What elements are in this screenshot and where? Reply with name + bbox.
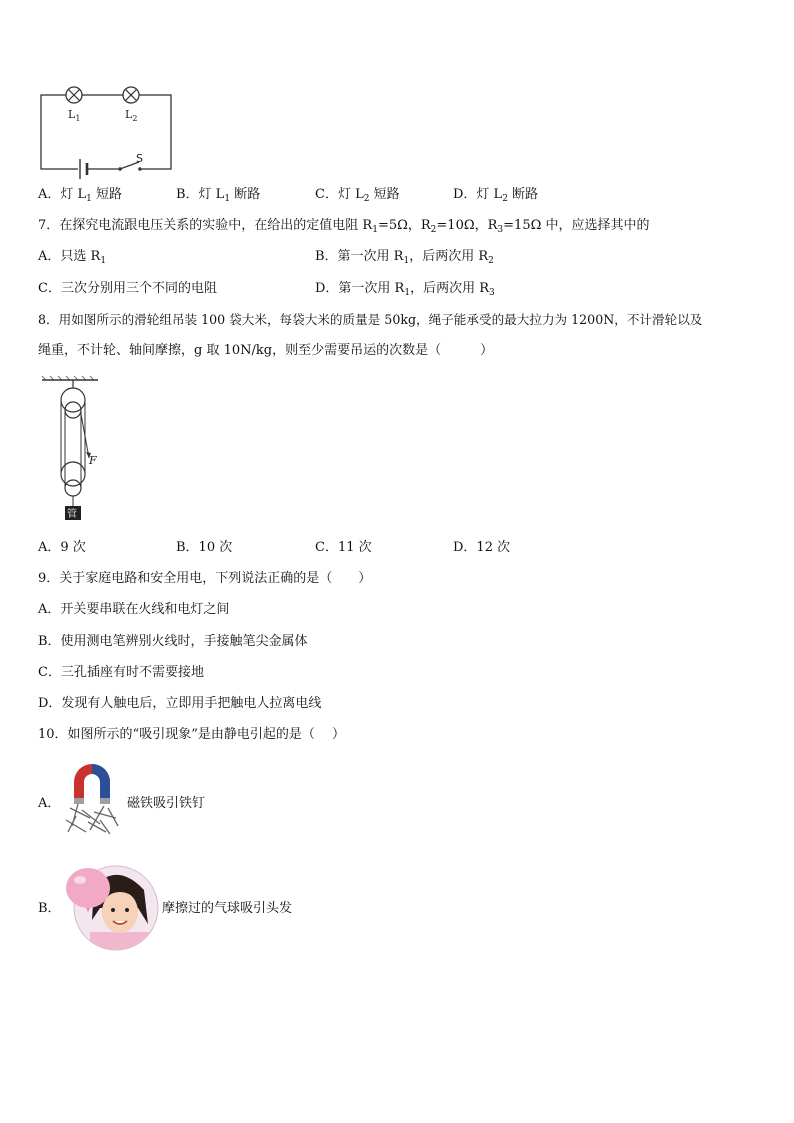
- q9-option-a[interactable]: A．开关要串联在火线和电灯之间: [38, 602, 230, 617]
- q8-option-b[interactable]: B．10 次: [176, 540, 233, 555]
- q8-option-c[interactable]: C．11 次: [315, 540, 372, 555]
- pulley-system-diagram: [40, 374, 100, 526]
- horseshoe-magnet-icon: [74, 764, 110, 804]
- q10-option-b-caption: 摩擦过的气球吸引头发: [162, 901, 293, 916]
- q8-option-d[interactable]: D．12 次: [453, 540, 511, 555]
- q6-option-d[interactable]: D．灯 $L_2$ 断路: [453, 187, 539, 204]
- q8-option-a[interactable]: A．9 次: [38, 540, 86, 555]
- force-label: F: [89, 454, 97, 467]
- q10-option-a-caption: 磁铁吸引铁钉: [127, 796, 206, 811]
- q6-option-b[interactable]: B．灯 $L_1$ 断路: [176, 187, 261, 204]
- svg-text:管: 管: [67, 509, 77, 520]
- q10-option-b-letter[interactable]: B．: [38, 901, 61, 916]
- q9-option-c[interactable]: C．三孔插座有时不需要接地: [38, 665, 204, 680]
- q6-option-c[interactable]: C．灯 $L_2$ 短路: [315, 187, 400, 204]
- q9-option-d[interactable]: D．发现有人触电后，立即用手把触电人拉离电线: [38, 696, 322, 711]
- switch-label: S: [136, 152, 143, 165]
- q8-stem-line2: 绳重，不计轮、轴间摩擦，g 取 10N/kg，则至少需要吊运的次数是（ ）: [38, 343, 494, 358]
- iron-nails-icon: [66, 804, 118, 834]
- q10-option-a-letter[interactable]: A．: [38, 796, 61, 811]
- lamp-l2-label: $L_2$: [125, 108, 138, 123]
- q7-option-c[interactable]: C．三次分别用三个不同的电阻: [38, 281, 217, 296]
- balloon-hair-image: [60, 864, 160, 952]
- q7-option-a[interactable]: A．只选 $R_1$: [38, 249, 107, 266]
- circuit-diagram: [38, 82, 174, 174]
- magnet-nails-image: [60, 760, 124, 836]
- q6-option-a[interactable]: A．灯 $L_1$ 短路: [38, 187, 123, 204]
- lamp-l1-label: $L_1$: [68, 108, 81, 123]
- q10-stem: 10．如图所示的“吸引现象”是由静电引起的是（ ）: [38, 727, 345, 742]
- q8-stem-line1: 8．用如图所示的滑轮组吊装 100 袋大米，每袋大米的质量是 50kg，绳子能承受的最大拉力为 1200N，不计滑轮以及: [38, 312, 703, 327]
- q7-stem: 7．在探究电流跟电压关系的实验中，在给出的定值电阻 $R_1=5\Omega$，$R_2=10\Omega$，$R_3=15\Omega$ 中，应选择其中的: [38, 218, 650, 235]
- lamp-l2-icon: [123, 87, 139, 103]
- q9-option-b[interactable]: B．使用测电笔辨别火线时，手接触笔尖金属体: [38, 634, 308, 649]
- q9-stem: 9．关于家庭电路和安全用电，下列说法正确的是（ ）: [38, 571, 372, 586]
- lamp-l1-icon: [66, 87, 82, 103]
- q7-option-d[interactable]: D．第一次用 $R_1$，后两次用 $R_3$: [315, 281, 495, 298]
- battery-icon: [78, 159, 88, 179]
- load-box: [65, 506, 81, 520]
- q7-option-b[interactable]: B．第一次用 $R_1$，后两次用 $R_2$: [315, 249, 494, 266]
